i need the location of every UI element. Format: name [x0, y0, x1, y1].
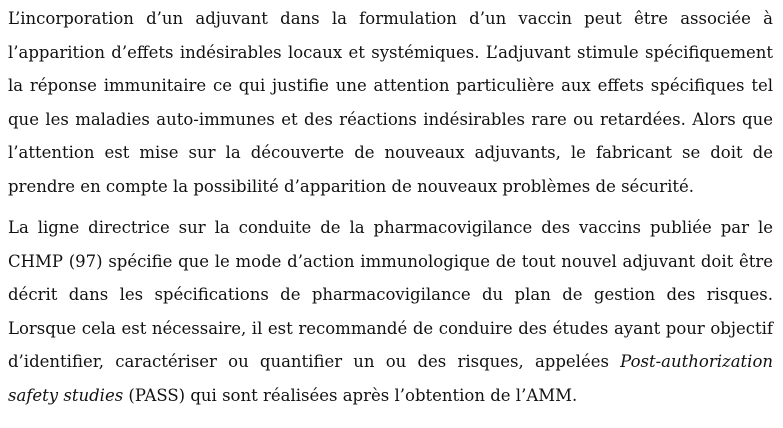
italic-term: Post-authorization safety studies [8, 352, 773, 405]
paragraph-adjuvant-safety [8, 2, 773, 203]
paragraph-text-start: La ligne directrice sur la conduite de la pharmacovigilance des vaccins publiée par le CHMP (97) spécifie que le mode d’action immunologique de tout nouvel adjuvant doit être décrit dans les spécifications de pharmacovigilance du plan de gestion des risques. Lorsque cela est nécessaire, il est recommandé de conduire des études ayant pour objectif d’identifier, caractériser ou quantifier un ou des risques, appelées [8, 218, 773, 371]
paragraph-text-end: (PASS) qui sont réalisées après l’obtention de l’AMM. [123, 385, 578, 405]
paragraph-pharmacovigilance-guideline [8, 211, 773, 412]
paragraph-text: L’incorporation d’un adjuvant dans la formulation d’un vaccin peut être associée à l’apparition d’effets indésirables locaux et systémiques. L’adjuvant stimule spécifiquement la réponse immunitaire ce qui justifie une attention particulière aux effets spécifiques tel que les maladies auto-immunes et des réactions indésirables rare ou retardées. Alors que l’attention est mise sur la découverte de nouveaux adjuvants, le fabricant se doit de prendre en compte la possibilité d’apparition de nouveaux problèmes de sécurité. [8, 9, 773, 196]
